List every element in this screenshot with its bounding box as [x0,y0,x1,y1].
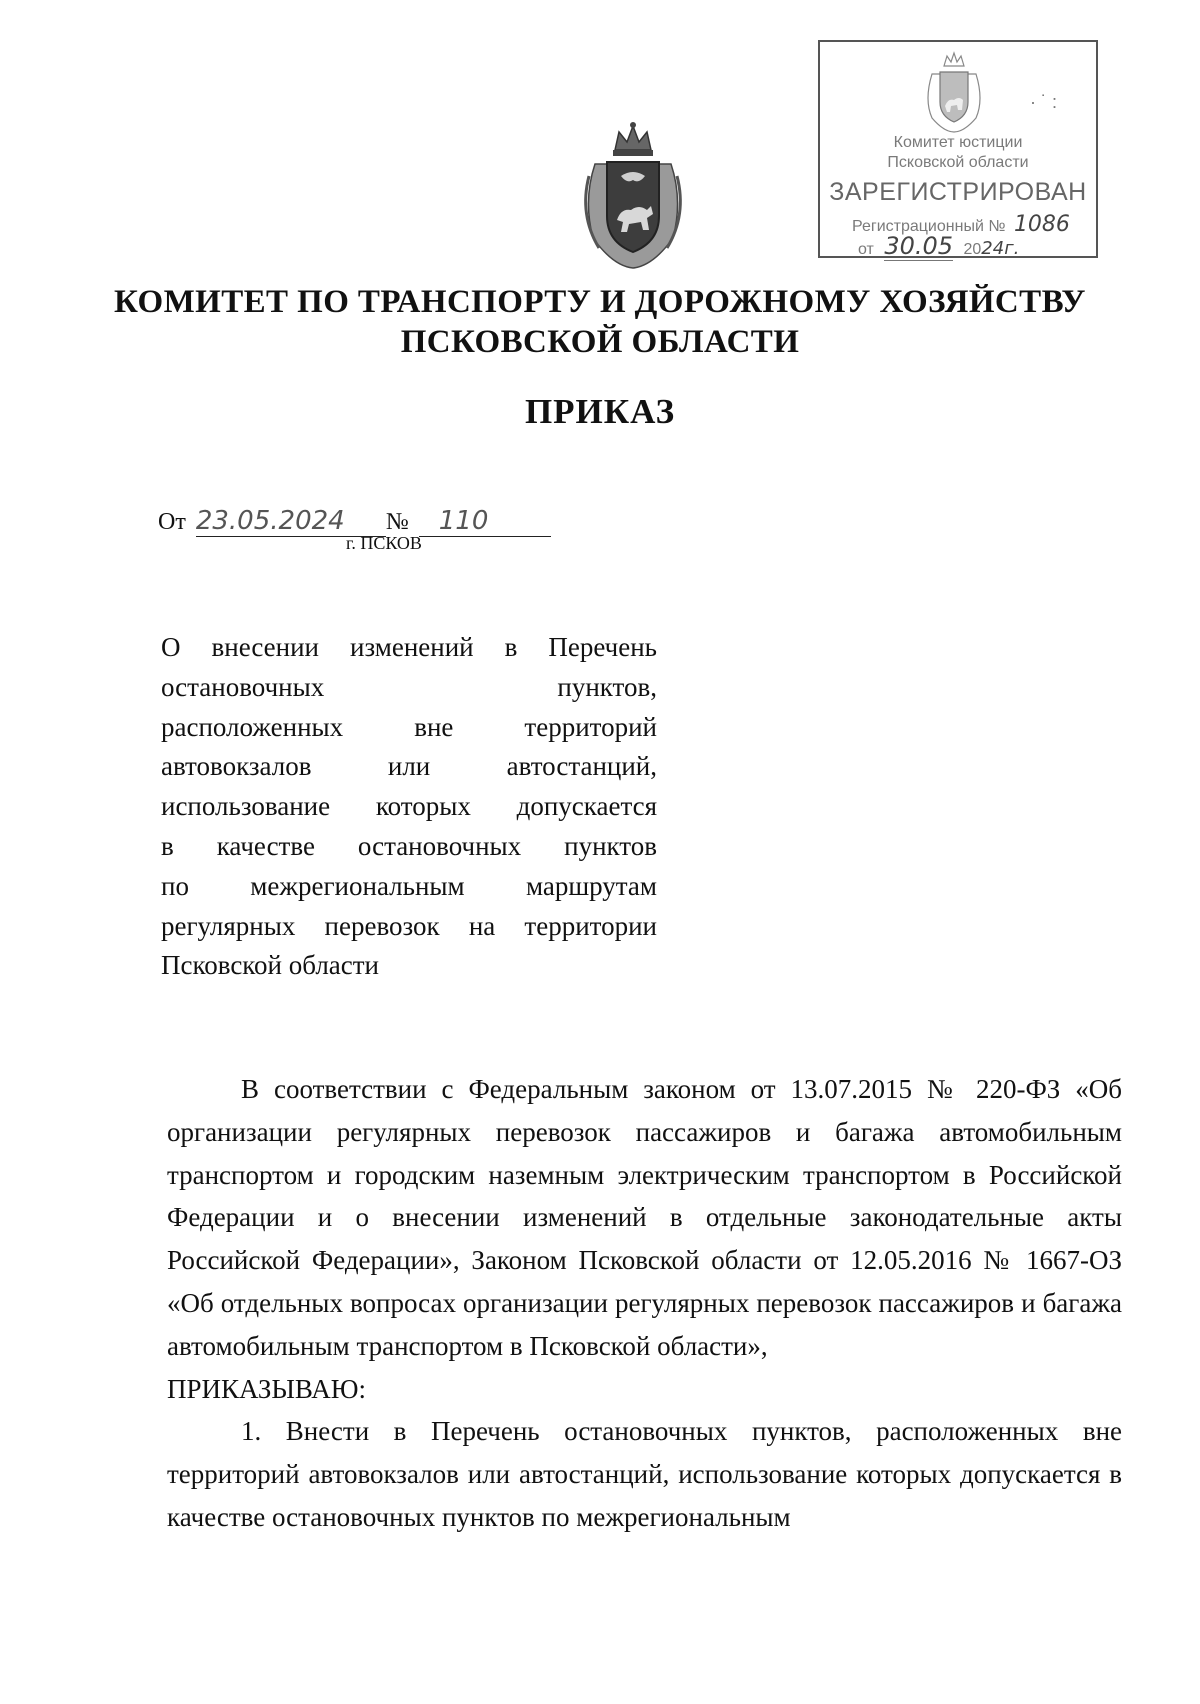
coat-of-arms-emblem [573,120,693,270]
document-subject [161,628,657,986]
subject-line: регулярных перевозок на территории [161,910,657,941]
stamp-reg-label: Регистрационный № [852,218,1006,235]
stamp-date: 30.05 [884,232,954,260]
subject-line: по межрегиональным маршрутам [161,870,657,901]
date-value: 23.05.2024 [195,506,345,536]
organization-title [100,282,1100,362]
stamp-year-suffix: 24г. [981,238,1020,259]
subject-line: Псковской области [161,950,380,981]
registration-stamp [818,40,1098,258]
body-paragraph-item1: 1. Внести в Перечень остановочных пунктов, расположенных вне территорий автовокзалов или автостанций, использование которых допускается в качестве остановочных пунктов по межрегиональным [167,1416,1122,1532]
stamp-mark-dots: · ˙ : [1030,92,1057,112]
stamp-org-line1: Комитет юстиции [893,134,1023,151]
document-type: ПРИКАЗ [524,392,676,431]
stamp-date-row [858,232,1019,260]
organization-title-line2: ПСКОВСКОЙ ОБЛАСТИ [400,324,800,360]
stamp-status: ЗАРЕГИСТРИРОВАН [829,178,1087,206]
subject-line: в качестве остановочных пунктов [161,830,657,861]
number-value: 110 [438,506,489,536]
subject-line: остановочных пунктов, [161,671,657,702]
number-label: № [385,509,409,535]
subject-line: использование которых допускается [161,791,657,822]
stamp-reg-number: 1086 [1013,212,1070,237]
date-label: От [158,509,186,535]
stamp-date-prefix: от [858,241,874,258]
stamp-org-line2: Псковской области [887,154,1029,171]
subject-line: О внесении изменений в Перечень [161,632,657,662]
subject-line: автовокзалов или автостанций, [161,751,657,782]
document-body [167,1068,1122,1539]
city-label: г. ПСКОВ [346,533,422,553]
number-field [419,506,551,537]
body-paragraph-preamble: В соответствии с Федеральным законом от 13.07.2015 № 220-ФЗ «Об организации регулярных перевозок пассажиров и багажа автомобильным транспортом и городским наземным электрическим транспортом в Российской Федерации и о внесении изменений в отдельные законодательные акты Российской Федерации», Законом Псковской области от 12.05.2016 № 1667-ОЗ «Об отдельных вопросах организации регулярных перевозок пассажиров и багажа автомобильным транспортом в Псковской области», [167,1074,1122,1361]
stamp-year-prefix: 20 [963,241,982,258]
organization-title-line1: КОМИТЕТ ПО ТРАНСПОРТУ И ДОРОЖНОМУ ХОЗЯЙСТВУ [114,284,1086,320]
subject-line: расположенных вне территорий [161,711,657,742]
stamp-coat-of-arms-icon [920,50,988,134]
order-word: ПРИКАЗЫВАЮ: [167,1373,366,1404]
